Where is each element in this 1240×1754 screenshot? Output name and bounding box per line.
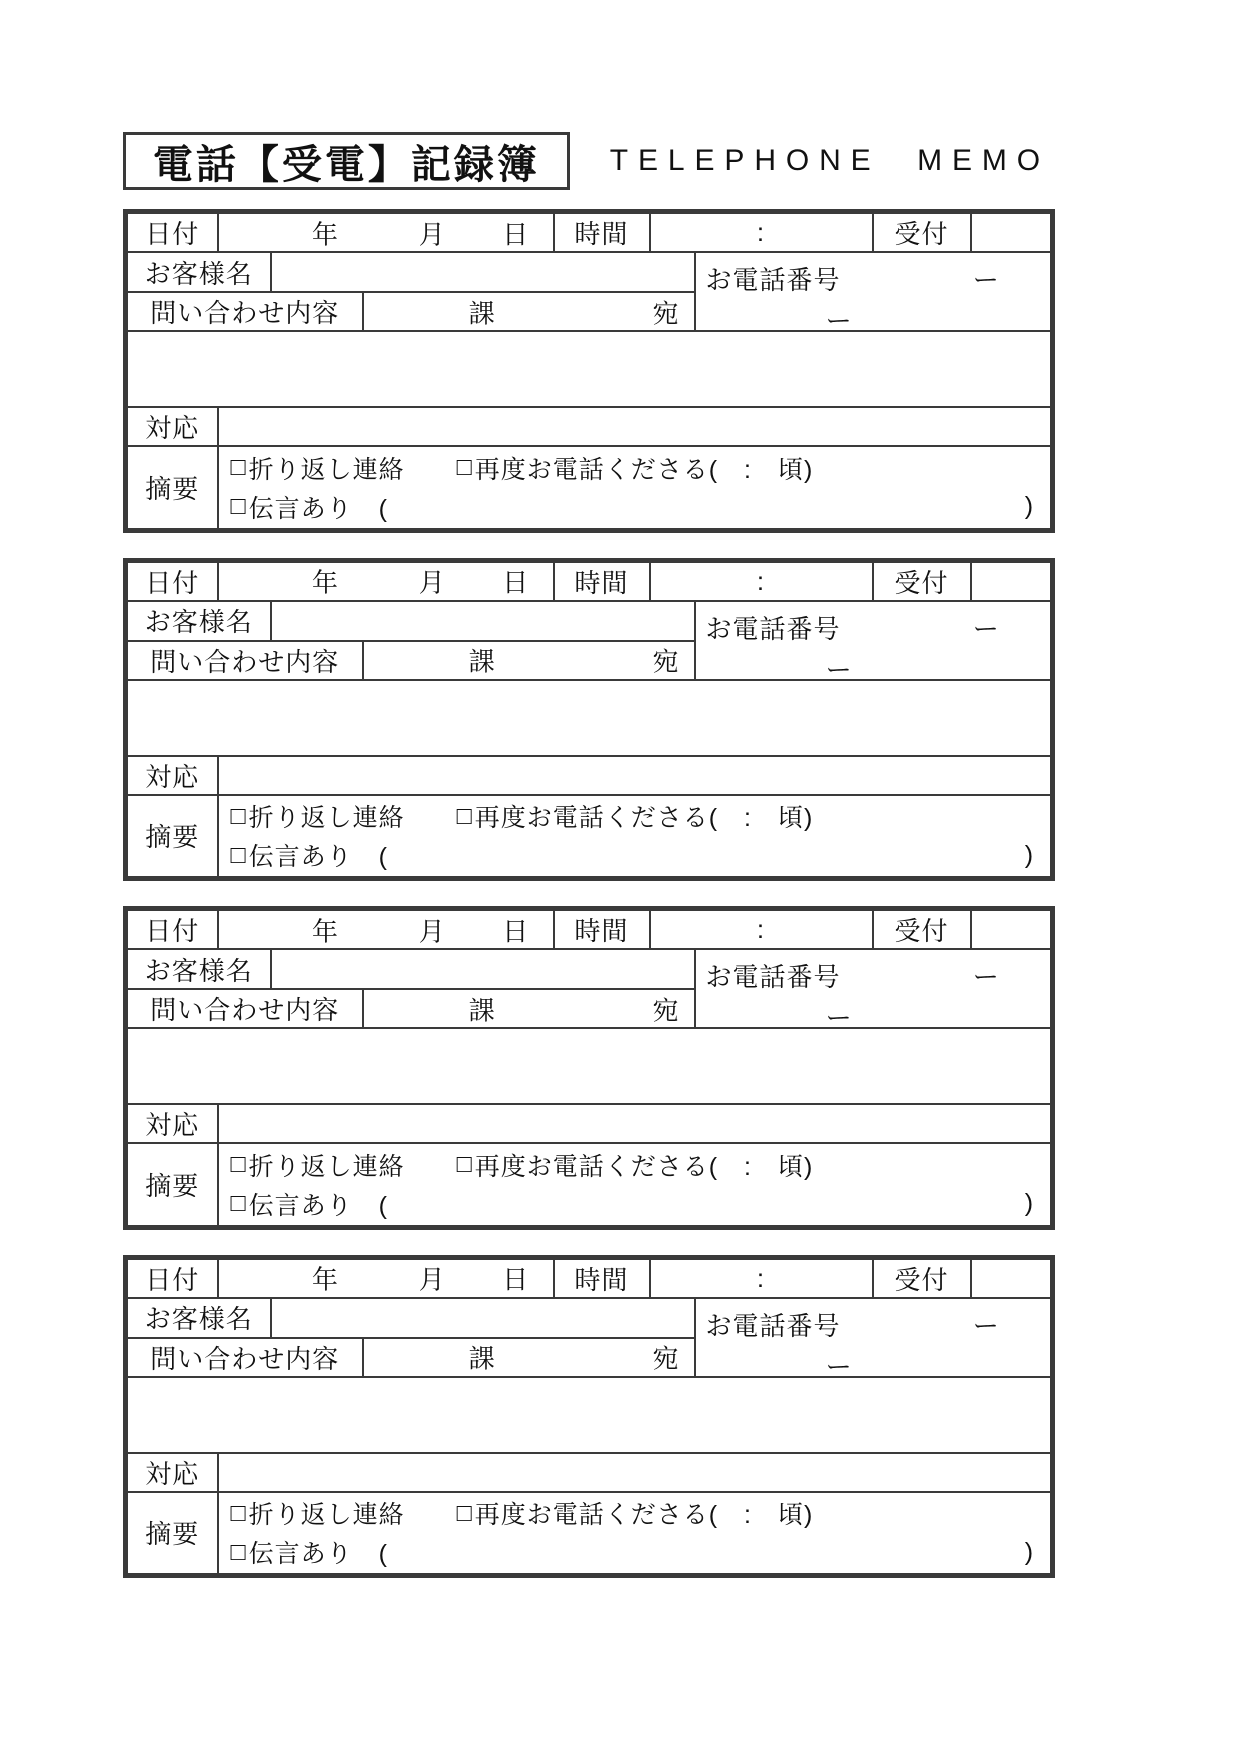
option-message-label: 伝言あり ( <box>248 1540 388 1569</box>
month-label: 月 <box>418 567 446 598</box>
day-label: 日 <box>502 219 530 249</box>
option-callback[interactable] <box>231 450 405 486</box>
response-label: 対応 <box>126 1453 218 1492</box>
summary-options <box>219 1144 1051 1224</box>
inquiry-content-input-cell[interactable] <box>126 331 1053 407</box>
customer-name-label: お客様名 <box>126 949 271 989</box>
phone-dash: ー <box>972 962 1000 992</box>
option-call-again[interactable] <box>457 1495 814 1531</box>
option-callback-label: 折り返し連絡 <box>248 455 405 484</box>
year-label: 年 <box>311 1264 339 1295</box>
time-label: 時間 <box>554 909 650 950</box>
phone-dash: ー <box>972 1310 1000 1341</box>
time-input-cell[interactable] <box>650 560 873 601</box>
time-separator: : <box>756 1262 766 1293</box>
page-subtitle: TELEPHONE MEMO <box>609 144 1050 177</box>
message-close-paren: ) <box>1024 840 1035 869</box>
section-label: 課 <box>468 646 496 677</box>
summary-label: 摘要 <box>126 1492 218 1576</box>
memo-blocks <box>123 209 1050 1578</box>
option-message-label: 伝言あり ( <box>248 1191 388 1220</box>
phone-number-input-cell[interactable] <box>695 949 1053 1028</box>
addressee-label: 宛 <box>652 646 680 677</box>
option-call-again-label: 再度お電話くださる( : 頃) <box>474 804 814 833</box>
phone-number-input-cell[interactable] <box>695 252 1053 331</box>
response-input-cell[interactable] <box>218 407 1053 446</box>
date-label: 日付 <box>126 212 218 253</box>
section-addressee-input-cell[interactable] <box>363 292 695 331</box>
summary-line-2 <box>231 489 1041 525</box>
phone-number-input-cell[interactable] <box>695 601 1053 680</box>
month-label: 月 <box>418 916 446 946</box>
date-label: 日付 <box>126 560 218 601</box>
option-message[interactable] <box>231 489 388 525</box>
option-message-label: 伝言あり ( <box>248 494 388 523</box>
reception-input-cell[interactable] <box>971 212 1053 253</box>
section-label: 課 <box>468 298 496 328</box>
customer-name-label: お客様名 <box>126 1298 271 1338</box>
month-label: 月 <box>418 1264 446 1295</box>
checkbox-icon[interactable]: □ <box>456 801 473 830</box>
checkbox-icon[interactable]: □ <box>456 1498 473 1527</box>
checkbox-icon[interactable]: □ <box>230 840 247 869</box>
year-label: 年 <box>311 219 339 249</box>
date-input-cell[interactable] <box>218 909 554 950</box>
telephone-memo-sheet <box>123 132 1050 1578</box>
option-message[interactable] <box>231 837 388 873</box>
summary-label: 摘要 <box>126 795 218 879</box>
date-label: 日付 <box>126 1257 218 1298</box>
year-label: 年 <box>311 916 339 946</box>
summary-label: 摘要 <box>126 1143 218 1227</box>
year-label: 年 <box>311 567 339 598</box>
phone-number-label: お電話番号 <box>705 962 841 992</box>
customer-name-input-cell[interactable] <box>271 601 695 641</box>
time-input-cell[interactable] <box>650 909 873 950</box>
section-addressee-input-cell[interactable] <box>363 1338 695 1377</box>
checkbox-icon[interactable]: □ <box>456 1150 473 1179</box>
option-call-again-label: 再度お電話くださる( : 頃) <box>474 1501 814 1530</box>
option-message-label: 伝言あり ( <box>248 843 388 872</box>
time-input-cell[interactable] <box>650 212 873 253</box>
phone-number-label: お電話番号 <box>705 1310 841 1341</box>
checkbox-icon[interactable]: □ <box>230 801 247 830</box>
summary-line-2 <box>231 837 1041 873</box>
response-input-cell[interactable] <box>218 1453 1053 1492</box>
option-call-again[interactable] <box>457 1147 814 1183</box>
phone-dash: ー <box>972 613 1000 644</box>
checkbox-icon[interactable]: □ <box>230 1150 247 1179</box>
phone-dash: ー <box>972 265 1000 295</box>
date-label: 日付 <box>126 909 218 950</box>
reception-label: 受付 <box>873 212 971 253</box>
summary-line-1 <box>231 1147 1041 1183</box>
customer-name-input-cell[interactable] <box>271 1298 695 1338</box>
summary-line-2 <box>231 1534 1041 1570</box>
time-label: 時間 <box>554 1257 650 1298</box>
summary-options <box>219 1493 1051 1573</box>
option-callback-label: 折り返し連絡 <box>248 804 405 833</box>
summary-input-cell <box>218 446 1053 530</box>
option-call-again[interactable] <box>457 798 814 834</box>
response-input-cell[interactable] <box>218 1104 1053 1143</box>
addressee-label: 宛 <box>652 1343 680 1374</box>
summary-line-1 <box>231 798 1041 834</box>
phone-dash: ー <box>825 1003 853 1028</box>
inquiry-label: 問い合わせ内容 <box>126 989 363 1028</box>
summary-input-cell <box>218 1143 1053 1227</box>
option-callback[interactable] <box>231 798 405 834</box>
memo-block <box>123 906 1055 1230</box>
inquiry-content-input-cell[interactable] <box>126 1028 1053 1104</box>
message-close-paren: ) <box>1024 1189 1035 1218</box>
phone-dash: ー <box>825 1351 853 1377</box>
day-label: 日 <box>502 1264 530 1295</box>
response-label: 対応 <box>126 756 218 795</box>
phone-number-label: お電話番号 <box>705 265 841 295</box>
response-label: 対応 <box>126 407 218 446</box>
phone-number-input-cell[interactable] <box>695 1298 1053 1377</box>
checkbox-icon[interactable]: □ <box>230 1498 247 1527</box>
customer-name-input-cell[interactable] <box>271 949 695 989</box>
addressee-label: 宛 <box>652 995 680 1025</box>
summary-line-1 <box>231 450 1041 486</box>
time-separator: : <box>756 914 766 944</box>
reception-input-cell[interactable] <box>971 909 1053 950</box>
response-input-cell[interactable] <box>218 756 1053 795</box>
memo-block <box>123 558 1055 882</box>
response-label: 対応 <box>126 1104 218 1143</box>
checkbox-icon[interactable]: □ <box>456 453 473 482</box>
customer-name-label: お客様名 <box>126 601 271 641</box>
customer-name-input-cell[interactable] <box>271 252 695 292</box>
reception-label: 受付 <box>873 909 971 950</box>
day-label: 日 <box>502 567 530 598</box>
summary-input-cell <box>218 1492 1053 1576</box>
checkbox-icon[interactable]: □ <box>230 1537 247 1566</box>
time-separator: : <box>756 565 766 596</box>
phone-dash: ー <box>825 306 853 331</box>
summary-options <box>219 796 1051 876</box>
reception-label: 受付 <box>873 560 971 601</box>
date-input-cell[interactable] <box>218 560 554 601</box>
summary-options <box>219 447 1051 527</box>
option-message[interactable] <box>231 1186 388 1222</box>
title-box <box>123 132 570 190</box>
option-callback[interactable] <box>231 1147 405 1183</box>
phone-dash: ー <box>825 654 853 680</box>
checkbox-icon[interactable]: □ <box>230 453 247 482</box>
inquiry-label: 問い合わせ内容 <box>126 641 363 680</box>
reception-input-cell[interactable] <box>971 1257 1053 1298</box>
phone-number-label: お電話番号 <box>705 613 841 644</box>
summary-line-2 <box>231 1186 1041 1222</box>
option-callback[interactable] <box>231 1495 405 1531</box>
reception-label: 受付 <box>873 1257 971 1298</box>
section-addressee-input-cell[interactable] <box>363 989 695 1028</box>
memo-block <box>123 1255 1055 1579</box>
option-call-again-label: 再度お電話くださる( : 頃) <box>474 1152 814 1181</box>
checkbox-icon[interactable]: □ <box>230 492 247 521</box>
time-input-cell[interactable] <box>650 1257 873 1298</box>
time-separator: : <box>756 217 766 247</box>
option-call-again-label: 再度お電話くださる( : 頃) <box>474 455 814 484</box>
option-callback-label: 折り返し連絡 <box>248 1152 405 1181</box>
summary-label: 摘要 <box>126 446 218 530</box>
inquiry-label: 問い合わせ内容 <box>126 1338 363 1377</box>
inquiry-content-input-cell[interactable] <box>126 680 1053 756</box>
time-label: 時間 <box>554 560 650 601</box>
date-input-cell[interactable] <box>218 212 554 253</box>
time-label: 時間 <box>554 212 650 253</box>
option-message[interactable] <box>231 1534 388 1570</box>
customer-name-label: お客様名 <box>126 252 271 292</box>
message-close-paren: ) <box>1024 1537 1035 1566</box>
summary-input-cell <box>218 795 1053 879</box>
page-title: 電話【受電】記録簿 <box>152 142 540 187</box>
summary-line-1 <box>231 1495 1041 1531</box>
section-label: 課 <box>468 1343 496 1374</box>
reception-input-cell[interactable] <box>971 560 1053 601</box>
checkbox-icon[interactable]: □ <box>230 1189 247 1218</box>
option-call-again[interactable] <box>457 450 814 486</box>
message-close-paren: ) <box>1024 492 1035 521</box>
header <box>123 132 1050 190</box>
inquiry-label: 問い合わせ内容 <box>126 292 363 331</box>
month-label: 月 <box>418 219 446 249</box>
memo-block <box>123 209 1055 533</box>
day-label: 日 <box>502 916 530 946</box>
date-input-cell[interactable] <box>218 1257 554 1298</box>
option-callback-label: 折り返し連絡 <box>248 1501 405 1530</box>
section-addressee-input-cell[interactable] <box>363 641 695 680</box>
addressee-label: 宛 <box>652 298 680 328</box>
inquiry-content-input-cell[interactable] <box>126 1377 1053 1453</box>
section-label: 課 <box>468 995 496 1025</box>
